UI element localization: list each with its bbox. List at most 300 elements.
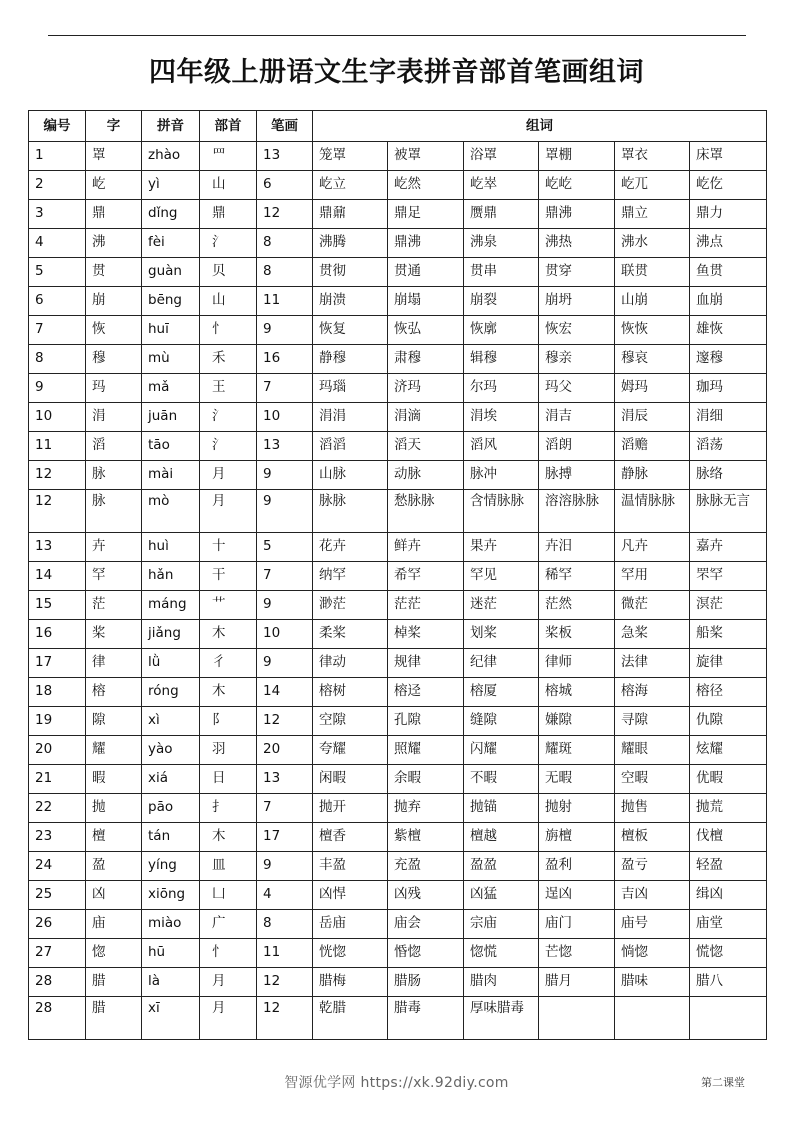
cell-word: 穆哀 [615, 345, 690, 374]
cell-word: 慌惚 [690, 939, 767, 968]
cell-word: 含情脉脉 [464, 490, 539, 533]
cell-word: 无暇 [539, 765, 615, 794]
cell-word: 抛荒 [690, 794, 767, 823]
cell-word: 赝鼎 [464, 200, 539, 229]
cell-word: 照耀 [388, 736, 464, 765]
cell-word: 罕见 [464, 562, 539, 591]
cell-radical: 羽 [200, 736, 257, 765]
table-header-row [29, 111, 767, 142]
cell-word: 充盈 [388, 852, 464, 881]
cell-word: 脉脉无言 [690, 490, 767, 533]
cell-pinyin: máng [142, 591, 200, 620]
cell-radical: 扌 [200, 794, 257, 823]
cell-word: 脉搏 [539, 461, 615, 490]
cell-number: 11 [29, 432, 86, 461]
cell-word: 丰盈 [313, 852, 388, 881]
cell-word: 乾腊 [313, 997, 388, 1040]
table-row [29, 562, 767, 591]
cell-word: 滔滔 [313, 432, 388, 461]
cell-word: 恢弘 [388, 316, 464, 345]
cell-word: 柔桨 [313, 620, 388, 649]
cell-word: 抛弃 [388, 794, 464, 823]
cell-word: 希罕 [388, 562, 464, 591]
cell-word: 抛射 [539, 794, 615, 823]
cell-number: 4 [29, 229, 86, 258]
cell-word: 屹然 [388, 171, 464, 200]
cell-strokes: 12 [257, 200, 313, 229]
table-row [29, 707, 767, 736]
cell-strokes: 12 [257, 968, 313, 997]
cell-word: 寻隙 [615, 707, 690, 736]
cell-pinyin: mò [142, 490, 200, 533]
cell-word: 腊梅 [313, 968, 388, 997]
cell-character: 律 [86, 649, 142, 678]
cell-pinyin: mù [142, 345, 200, 374]
cell-character: 抛 [86, 794, 142, 823]
cell-word: 愁脉脉 [388, 490, 464, 533]
cell-word: 茫茫 [388, 591, 464, 620]
cell-pinyin: huī [142, 316, 200, 345]
table-row [29, 533, 767, 562]
cell-strokes: 11 [257, 939, 313, 968]
cell-word: 厚味腊毒 [464, 997, 539, 1040]
cell-number: 7 [29, 316, 86, 345]
cell-word: 迷茫 [464, 591, 539, 620]
cell-strokes: 9 [257, 591, 313, 620]
cell-word: 宗庙 [464, 910, 539, 939]
cell-word: 果卉 [464, 533, 539, 562]
cell-word: 脉脉 [313, 490, 388, 533]
cell-strokes: 9 [257, 316, 313, 345]
cell-pinyin: yì [142, 171, 200, 200]
cell-word: 崩坍 [539, 287, 615, 316]
cell-word: 空隙 [313, 707, 388, 736]
cell-word: 滔天 [388, 432, 464, 461]
cell-word: 恢恢 [615, 316, 690, 345]
cell-word: 崩溃 [313, 287, 388, 316]
cell-pinyin: hǎn [142, 562, 200, 591]
cell-word: 紫檀 [388, 823, 464, 852]
cell-strokes: 13 [257, 142, 313, 171]
cell-character: 屹 [86, 171, 142, 200]
cell-word: 盈盈 [464, 852, 539, 881]
cell-pinyin: guàn [142, 258, 200, 287]
cell-character: 恢 [86, 316, 142, 345]
cell-strokes: 8 [257, 258, 313, 287]
cell-radical: 山 [200, 287, 257, 316]
cell-number: 24 [29, 852, 86, 881]
cell-radical: 忄 [200, 316, 257, 345]
cell-word: 腊味 [615, 968, 690, 997]
cell-word: 贯通 [388, 258, 464, 287]
cell-word: 盈亏 [615, 852, 690, 881]
cell-number: 6 [29, 287, 86, 316]
cell-word: 腊毒 [388, 997, 464, 1040]
cell-word: 罕用 [615, 562, 690, 591]
cell-pinyin: mǎ [142, 374, 200, 403]
cell-word: 律师 [539, 649, 615, 678]
cell-radical: 皿 [200, 852, 257, 881]
cell-character: 罩 [86, 142, 142, 171]
table-row [29, 345, 767, 374]
cell-strokes: 9 [257, 490, 313, 533]
cell-pinyin: yào [142, 736, 200, 765]
cell-strokes: 12 [257, 707, 313, 736]
table-row [29, 794, 767, 823]
cell-radical: 氵 [200, 403, 257, 432]
cell-strokes: 20 [257, 736, 313, 765]
cell-word: 涓涓 [313, 403, 388, 432]
cell-word: 鼎力 [690, 200, 767, 229]
table-row [29, 171, 767, 200]
cell-radical: 罒 [200, 142, 257, 171]
cell-number: 13 [29, 533, 86, 562]
cell-strokes: 14 [257, 678, 313, 707]
cell-number: 1 [29, 142, 86, 171]
cell-number: 8 [29, 345, 86, 374]
table-row [29, 229, 767, 258]
cell-radical: 广 [200, 910, 257, 939]
cell-radical: 氵 [200, 229, 257, 258]
cell-character: 鼎 [86, 200, 142, 229]
cell-word: 船桨 [690, 620, 767, 649]
cell-word: 抛锚 [464, 794, 539, 823]
cell-number: 3 [29, 200, 86, 229]
cell-number: 25 [29, 881, 86, 910]
cell-pinyin: lǜ [142, 649, 200, 678]
cell-word: 沸水 [615, 229, 690, 258]
cell-radical: 忄 [200, 939, 257, 968]
cell-word: 山脉 [313, 461, 388, 490]
cell-word: 急桨 [615, 620, 690, 649]
cell-word: 榕厦 [464, 678, 539, 707]
cell-word: 庙号 [615, 910, 690, 939]
cell-word: 涓埃 [464, 403, 539, 432]
cell-strokes: 7 [257, 562, 313, 591]
cell-strokes: 9 [257, 852, 313, 881]
cell-radical: 艹 [200, 591, 257, 620]
cell-word: 尔玛 [464, 374, 539, 403]
cell-word: 嘉卉 [690, 533, 767, 562]
cell-strokes: 8 [257, 229, 313, 258]
table-row [29, 142, 767, 171]
cell-character: 凶 [86, 881, 142, 910]
cell-word: 夸耀 [313, 736, 388, 765]
table-row [29, 403, 767, 432]
cell-word: 床罩 [690, 142, 767, 171]
header-character: 字 [86, 111, 142, 142]
cell-character: 桨 [86, 620, 142, 649]
cell-word: 檀香 [313, 823, 388, 852]
cell-word: 恢廓 [464, 316, 539, 345]
cell-strokes: 17 [257, 823, 313, 852]
cell-pinyin: fèi [142, 229, 200, 258]
cell-character: 贯 [86, 258, 142, 287]
cell-number: 17 [29, 649, 86, 678]
cell-number: 15 [29, 591, 86, 620]
cell-word: 雄恢 [690, 316, 767, 345]
cell-pinyin: yíng [142, 852, 200, 881]
cell-word: 岳庙 [313, 910, 388, 939]
cell-character: 沸 [86, 229, 142, 258]
cell-word: 榕海 [615, 678, 690, 707]
cell-word: 桨板 [539, 620, 615, 649]
cell-word: 旃檀 [539, 823, 615, 852]
cell-word: 恢宏 [539, 316, 615, 345]
cell-radical: 日 [200, 765, 257, 794]
cell-number: 9 [29, 374, 86, 403]
cell-strokes: 13 [257, 765, 313, 794]
cell-character: 盈 [86, 852, 142, 881]
cell-word: 鼎立 [615, 200, 690, 229]
cell-word: 被罩 [388, 142, 464, 171]
cell-pinyin: juān [142, 403, 200, 432]
cell-strokes: 4 [257, 881, 313, 910]
cell-character: 庙 [86, 910, 142, 939]
cell-word: 耀斑 [539, 736, 615, 765]
cell-word: 抛开 [313, 794, 388, 823]
cell-word: 榕迳 [388, 678, 464, 707]
cell-number: 28 [29, 968, 86, 997]
cell-number: 26 [29, 910, 86, 939]
cell-word: 滔赡 [615, 432, 690, 461]
cell-pinyin: róng [142, 678, 200, 707]
cell-character: 茫 [86, 591, 142, 620]
cell-word: 棹桨 [388, 620, 464, 649]
table-body [29, 142, 767, 1040]
cell-word: 抛售 [615, 794, 690, 823]
cell-word: 缉凶 [690, 881, 767, 910]
character-table [28, 110, 767, 1040]
header-number: 编号 [29, 111, 86, 142]
cell-pinyin: xī [142, 997, 200, 1040]
table-row [29, 823, 767, 852]
cell-word: 不暇 [464, 765, 539, 794]
cell-character: 榕 [86, 678, 142, 707]
cell-character: 腊 [86, 968, 142, 997]
cell-word: 鼎足 [388, 200, 464, 229]
cell-word: 沸腾 [313, 229, 388, 258]
cell-number: 18 [29, 678, 86, 707]
cell-word: 逞凶 [539, 881, 615, 910]
cell-word: 滔朗 [539, 432, 615, 461]
cell-word: 静穆 [313, 345, 388, 374]
cell-word: 凶悍 [313, 881, 388, 910]
cell-word: 腊肉 [464, 968, 539, 997]
cell-word: 溟茫 [690, 591, 767, 620]
cell-character: 耀 [86, 736, 142, 765]
top-rule [48, 35, 746, 36]
cell-word [690, 997, 767, 1040]
cell-number: 21 [29, 765, 86, 794]
cell-word [539, 997, 615, 1040]
table-row [29, 649, 767, 678]
table-row [29, 910, 767, 939]
cell-number: 27 [29, 939, 86, 968]
table-row [29, 316, 767, 345]
cell-word: 芒惚 [539, 939, 615, 968]
cell-strokes: 7 [257, 794, 313, 823]
table-row [29, 620, 767, 649]
cell-word: 浴罩 [464, 142, 539, 171]
cell-strokes: 9 [257, 649, 313, 678]
cell-word: 纳罕 [313, 562, 388, 591]
cell-word: 惝惚 [615, 939, 690, 968]
footer-site: 智源优学网 https://xk.92diy.com [284, 1075, 509, 1091]
cell-word: 空暇 [615, 765, 690, 794]
cell-word: 闲暇 [313, 765, 388, 794]
cell-word: 鼎沸 [539, 200, 615, 229]
cell-word: 珈玛 [690, 374, 767, 403]
cell-radical: 月 [200, 968, 257, 997]
cell-word: 榕城 [539, 678, 615, 707]
cell-radical: 贝 [200, 258, 257, 287]
cell-word: 崩裂 [464, 287, 539, 316]
cell-number: 14 [29, 562, 86, 591]
cell-word: 法律 [615, 649, 690, 678]
cell-word: 榕径 [690, 678, 767, 707]
cell-word: 仇隙 [690, 707, 767, 736]
cell-word: 沸热 [539, 229, 615, 258]
cell-character: 惚 [86, 939, 142, 968]
cell-word: 腊肠 [388, 968, 464, 997]
cell-word: 纪律 [464, 649, 539, 678]
cell-word: 屹屹 [539, 171, 615, 200]
footer-right-label: 第二课堂 [701, 1076, 745, 1089]
table-row [29, 968, 767, 997]
header-strokes: 笔画 [257, 111, 313, 142]
cell-strokes: 12 [257, 997, 313, 1040]
cell-word: 贯穿 [539, 258, 615, 287]
cell-word: 滔荡 [690, 432, 767, 461]
cell-strokes: 7 [257, 374, 313, 403]
cell-pinyin: huì [142, 533, 200, 562]
cell-radical: 木 [200, 678, 257, 707]
header-radical: 部首 [200, 111, 257, 142]
table-row [29, 852, 767, 881]
cell-word: 涓吉 [539, 403, 615, 432]
cell-word: 腊月 [539, 968, 615, 997]
cell-word: 贯串 [464, 258, 539, 287]
cell-pinyin: dǐng [142, 200, 200, 229]
cell-word: 动脉 [388, 461, 464, 490]
cell-number: 2 [29, 171, 86, 200]
cell-word: 滔风 [464, 432, 539, 461]
cell-character: 暇 [86, 765, 142, 794]
cell-pinyin: bēng [142, 287, 200, 316]
cell-word: 稀罕 [539, 562, 615, 591]
cell-character: 隙 [86, 707, 142, 736]
cell-character: 崩 [86, 287, 142, 316]
cell-word: 罩衣 [615, 142, 690, 171]
cell-radical: 鼎 [200, 200, 257, 229]
cell-word: 吉凶 [615, 881, 690, 910]
cell-word: 笼罩 [313, 142, 388, 171]
table-row [29, 374, 767, 403]
cell-word: 盈利 [539, 852, 615, 881]
cell-word: 济玛 [388, 374, 464, 403]
cell-word: 惛惚 [388, 939, 464, 968]
cell-pinyin: xiá [142, 765, 200, 794]
cell-radical: 干 [200, 562, 257, 591]
cell-strokes: 10 [257, 403, 313, 432]
cell-word: 穆亲 [539, 345, 615, 374]
cell-radical: 月 [200, 461, 257, 490]
cell-number: 20 [29, 736, 86, 765]
cell-word: 檀板 [615, 823, 690, 852]
cell-word: 庙门 [539, 910, 615, 939]
cell-word: 辑穆 [464, 345, 539, 374]
cell-pinyin: miào [142, 910, 200, 939]
cell-radical: 王 [200, 374, 257, 403]
cell-radical: 禾 [200, 345, 257, 374]
cell-character: 滔 [86, 432, 142, 461]
cell-strokes: 6 [257, 171, 313, 200]
cell-character: 涓 [86, 403, 142, 432]
cell-number: 23 [29, 823, 86, 852]
cell-radical: 木 [200, 823, 257, 852]
cell-word: 划桨 [464, 620, 539, 649]
cell-pinyin: pāo [142, 794, 200, 823]
table-row [29, 461, 767, 490]
cell-word: 优暇 [690, 765, 767, 794]
table-row [29, 287, 767, 316]
cell-word: 旋律 [690, 649, 767, 678]
cell-word: 脉络 [690, 461, 767, 490]
page-title: 四年级上册语文生字表拼音部首笔画组词 [149, 57, 644, 88]
cell-word: 玛瑙 [313, 374, 388, 403]
cell-strokes: 8 [257, 910, 313, 939]
cell-word: 凶残 [388, 881, 464, 910]
cell-word: 玛父 [539, 374, 615, 403]
table-row [29, 997, 767, 1040]
cell-word [615, 997, 690, 1040]
cell-radical: 阝 [200, 707, 257, 736]
cell-radical: 十 [200, 533, 257, 562]
cell-character: 脉 [86, 461, 142, 490]
cell-strokes: 16 [257, 345, 313, 374]
cell-pinyin: jiǎng [142, 620, 200, 649]
cell-word: 肃穆 [388, 345, 464, 374]
cell-number: 16 [29, 620, 86, 649]
cell-word: 缝隙 [464, 707, 539, 736]
cell-word: 姆玛 [615, 374, 690, 403]
cell-character: 檀 [86, 823, 142, 852]
cell-word: 微茫 [615, 591, 690, 620]
cell-word: 轻盈 [690, 852, 767, 881]
cell-word: 茫然 [539, 591, 615, 620]
cell-word: 屹仡 [690, 171, 767, 200]
cell-number: 28 [29, 997, 86, 1040]
cell-strokes: 11 [257, 287, 313, 316]
table-row [29, 591, 767, 620]
cell-word: 耀眼 [615, 736, 690, 765]
cell-radical: 氵 [200, 432, 257, 461]
cell-radical: 月 [200, 490, 257, 533]
table-row [29, 736, 767, 765]
cell-pinyin: mài [142, 461, 200, 490]
cell-radical: 木 [200, 620, 257, 649]
cell-word: 凶猛 [464, 881, 539, 910]
cell-word: 邃穆 [690, 345, 767, 374]
cell-number: 12 [29, 461, 86, 490]
cell-radical: 月 [200, 997, 257, 1040]
cell-word: 鲜卉 [388, 533, 464, 562]
cell-number: 10 [29, 403, 86, 432]
cell-pinyin: tāo [142, 432, 200, 461]
table-row [29, 258, 767, 287]
cell-word: 鱼贯 [690, 258, 767, 287]
